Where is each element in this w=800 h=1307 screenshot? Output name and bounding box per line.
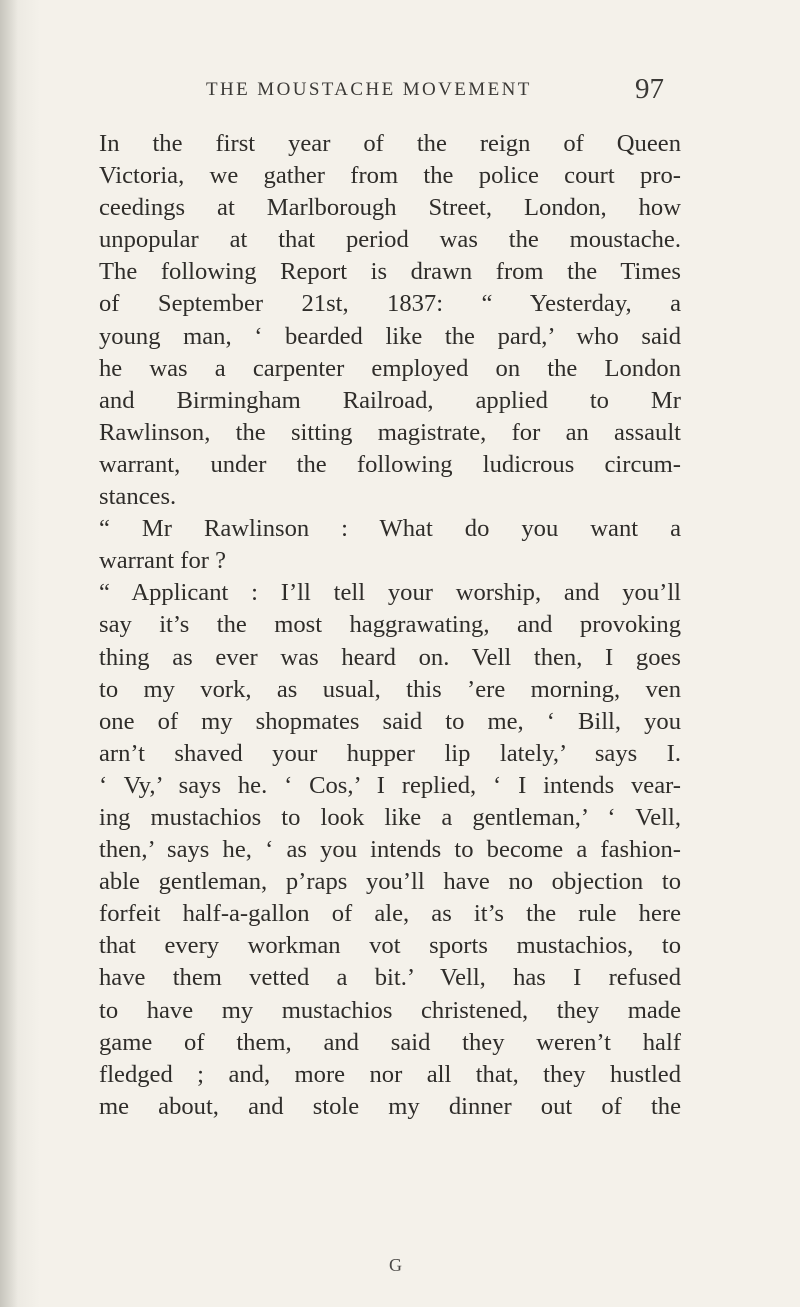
text-line: arn’t shaved your hupper lip lately,’ says I. bbox=[99, 739, 681, 767]
page-edge-shadow bbox=[0, 0, 18, 1307]
text-line: that every workman vot sports mustachios, to bbox=[99, 932, 681, 960]
body-text bbox=[99, 128, 681, 1123]
running-head bbox=[0, 73, 800, 111]
text-line: able gentleman, p’raps you’ll have no objection to bbox=[99, 868, 681, 896]
text-line: warrant for ? bbox=[99, 547, 226, 575]
text-line: In the first year of the reign of Queen bbox=[99, 130, 681, 157]
text-line: Rawlinson, the sitting magistrate, for an assault bbox=[99, 418, 681, 446]
text-line: ceedings at Marlborough Street, London, how bbox=[99, 194, 681, 222]
text-line: “ Mr Rawlinson : What do you want a bbox=[99, 515, 681, 543]
text-line: say it’s the most haggrawating, and provoking bbox=[99, 611, 681, 639]
text-line: forfeit half-a-gallon of ale, as it’s the rule here bbox=[99, 900, 681, 928]
text-line: one of my shopmates said to me, ‘ Bill, you bbox=[99, 707, 681, 735]
text-line: Victoria, we gather from the police court pro- bbox=[99, 162, 681, 190]
text-line: The following Report is drawn from the Times bbox=[99, 258, 681, 286]
text-line: young man, ‘ bearded like the pard,’ who said bbox=[99, 322, 681, 350]
text-line: he was a carpenter employed on the London bbox=[99, 354, 681, 382]
text-line: thing as ever was heard on. Vell then, I goes bbox=[99, 643, 681, 671]
text-line: have them vetted a bit.’ Vell, has I refused bbox=[99, 964, 681, 992]
text-line: “ Applicant : I’ll tell your worship, and you’ll bbox=[99, 579, 681, 607]
text-line: of September 21st, 1837: “ Yesterday, a bbox=[99, 290, 681, 318]
text-line: fledged ; and, more nor all that, they hustled bbox=[99, 1060, 681, 1088]
text-line: to my vork, as usual, this ’ere morning, ven bbox=[99, 675, 681, 703]
text-line: me about, and stole my dinner out of the bbox=[99, 1092, 681, 1120]
text-line: and Birmingham Railroad, applied to Mr bbox=[99, 386, 681, 414]
running-title: THE MOUSTACHE MOVEMENT bbox=[206, 79, 532, 100]
text-line: stances. bbox=[99, 483, 177, 511]
text-line: then,’ says he, ‘ as you intends to become a fashion- bbox=[99, 836, 681, 864]
text-line: ‘ Vy,’ says he. ‘ Cos,’ I replied, ‘ I intends vear- bbox=[99, 771, 681, 799]
signature-mark: G bbox=[389, 1255, 402, 1275]
text-line: unpopular at that period was the moustache. bbox=[99, 226, 681, 254]
text-line: game of them, and said they weren’t half bbox=[99, 1028, 681, 1056]
page-number: 97 bbox=[635, 73, 664, 105]
text-line: ing mustachios to look like a gentleman,’ ‘ Vell, bbox=[99, 803, 681, 831]
text-line: to have my mustachios christened, they made bbox=[99, 996, 681, 1024]
text-line: warrant, under the following ludicrous circum- bbox=[99, 450, 681, 478]
